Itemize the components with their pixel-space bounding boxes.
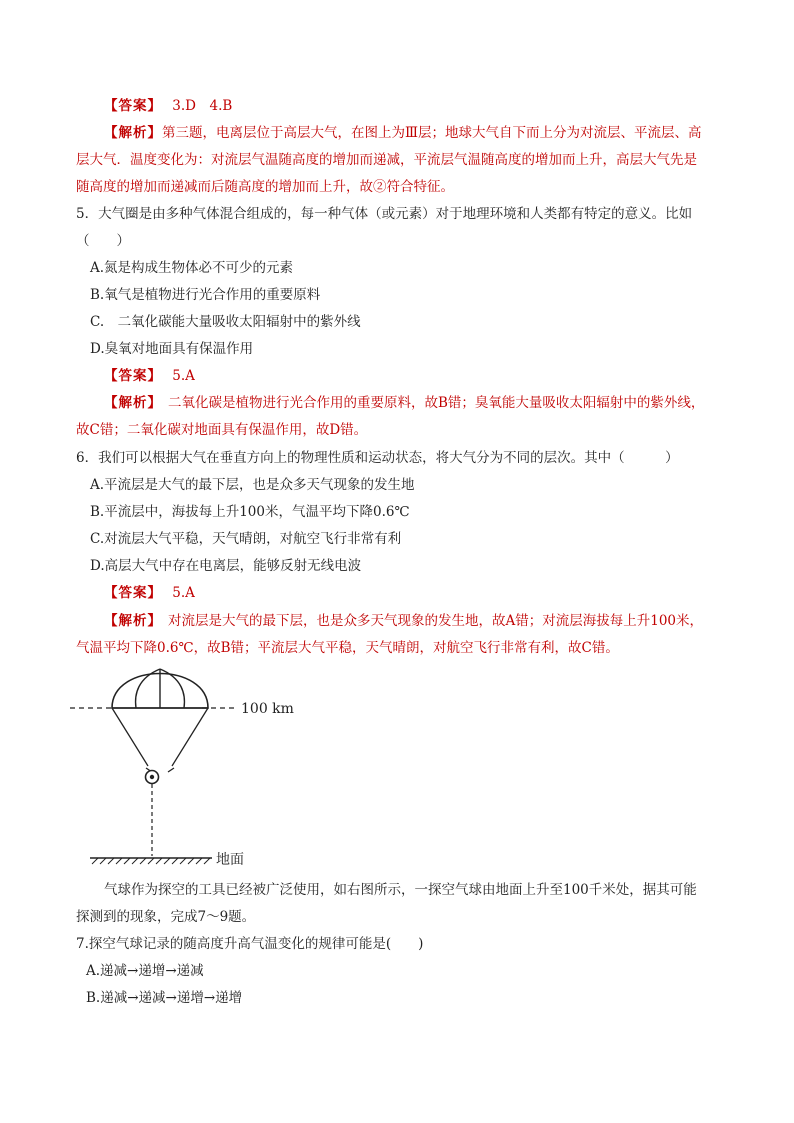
analysis-line-q3-4-1 [104, 122, 702, 144]
analysis-line-q3-4-3: 随高度的增加而递减而后随高度的增加而上升，故②符合特征。 [76, 179, 454, 195]
answer-text: 5.A [172, 368, 195, 384]
question-5-option-d: D.臭氧对地面具有保温作用 [90, 341, 254, 357]
analysis-tag: 【解析】 [104, 125, 162, 141]
question-7-stem: 7.探空气球记录的随高度升高气温变化的规律可能是( ) [76, 936, 424, 952]
analysis-text: 二氧化碳是植物进行光合作用的重要原料，故B错；臭氧能大量吸收太阳辐射中的紫外线， [168, 395, 705, 411]
analysis-text: 第三题，电离层位于高层大气，在图上为Ⅲ层；地球大气自下而上分为对流层、平流层、高 [162, 125, 702, 141]
ground-hatching [92, 858, 210, 864]
answer-tag: 【答案】 [104, 585, 162, 601]
altitude-label: 100 km [241, 701, 294, 717]
question-5-option-b: B.氧气是植物进行光合作用的重要原料 [90, 287, 321, 303]
intro-line-2: 探测到的现象，完成7～9题。 [76, 909, 256, 925]
answer-row-q3-4 [104, 95, 232, 117]
question-7-option-a: A.递减→递增→递减 [86, 963, 204, 979]
answer-tag: 【答案】 [104, 98, 162, 114]
question-6-option-d: D.高层大气中存在电离层，能够反射无线电波 [90, 558, 362, 574]
suspension-line-right [172, 708, 208, 766]
answer-row-q5 [104, 365, 195, 387]
answer-text: 5.A [172, 585, 195, 601]
payload-instrument-dot [150, 775, 154, 779]
answer-tag: 【答案】 [104, 368, 162, 384]
question-6-option-c: C.对流层大气平稳，天气晴朗，对航空飞行非常有利 [90, 531, 402, 547]
answer-text: 3.D 4.B [172, 98, 233, 114]
question-5-option-c: C. 二氧化碳能大量吸收太阳辐射中的紫外线 [90, 314, 361, 330]
intro-line-1: 气球作为探空的工具已经被广泛使用，如右图所示，一探空气球由地面上升至100千米处，据其可能 [104, 882, 697, 898]
ground-label: 地面 [216, 852, 244, 868]
analysis-line-q6-2: 气温平均下降0.6℃，故B错；平流层大气平稳，天气晴朗，对航空飞行非常有利，故C错。 [76, 640, 619, 656]
question-7-option-b: B.递减→递减→递增→递增 [86, 990, 243, 1006]
analysis-tag: 【解析】 [104, 613, 162, 629]
analysis-line-q6-1 [104, 610, 703, 632]
analysis-line-q5-1 [104, 392, 704, 414]
balloon-diagram [60, 660, 320, 875]
analysis-text: 对流层是大气的最下层，也是众多天气现象的发生地，故A错；对流层海拔每上升100米， [168, 613, 704, 629]
question-6-option-a: A.平流层是大气的最下层，也是众多天气现象的发生地 [90, 477, 415, 493]
suspension-line-left [112, 708, 148, 766]
question-6-stem: 6．我们可以根据大气在垂直方向上的物理性质和运动状态，将大气分为不同的层次。其中（ ） [76, 450, 679, 466]
question-5-option-a: A.氮是构成生物体必不可少的元素 [90, 260, 294, 276]
question-5-stem-2: （ ） [76, 233, 130, 249]
question-5-stem-1: 5．大气圈是由多种气体混合组成的，每一种气体（或元素）对于地理环境和人类都有特定的意义。比如 [76, 206, 693, 222]
question-6-option-b: B.平流层中，海拔每上升100米，气温平均下降0.6℃ [90, 504, 410, 520]
analysis-line-q5-2: 故C错；二氧化碳对地面具有保温作用，故D错。 [76, 422, 368, 438]
analysis-line-q3-4-2: 层大气．温度变化为：对流层气温随高度的增加而递减，平流层气温随高度的增加而上升，高层大气先是 [76, 152, 697, 168]
analysis-tag: 【解析】 [104, 395, 162, 411]
answer-row-q6 [104, 582, 195, 604]
